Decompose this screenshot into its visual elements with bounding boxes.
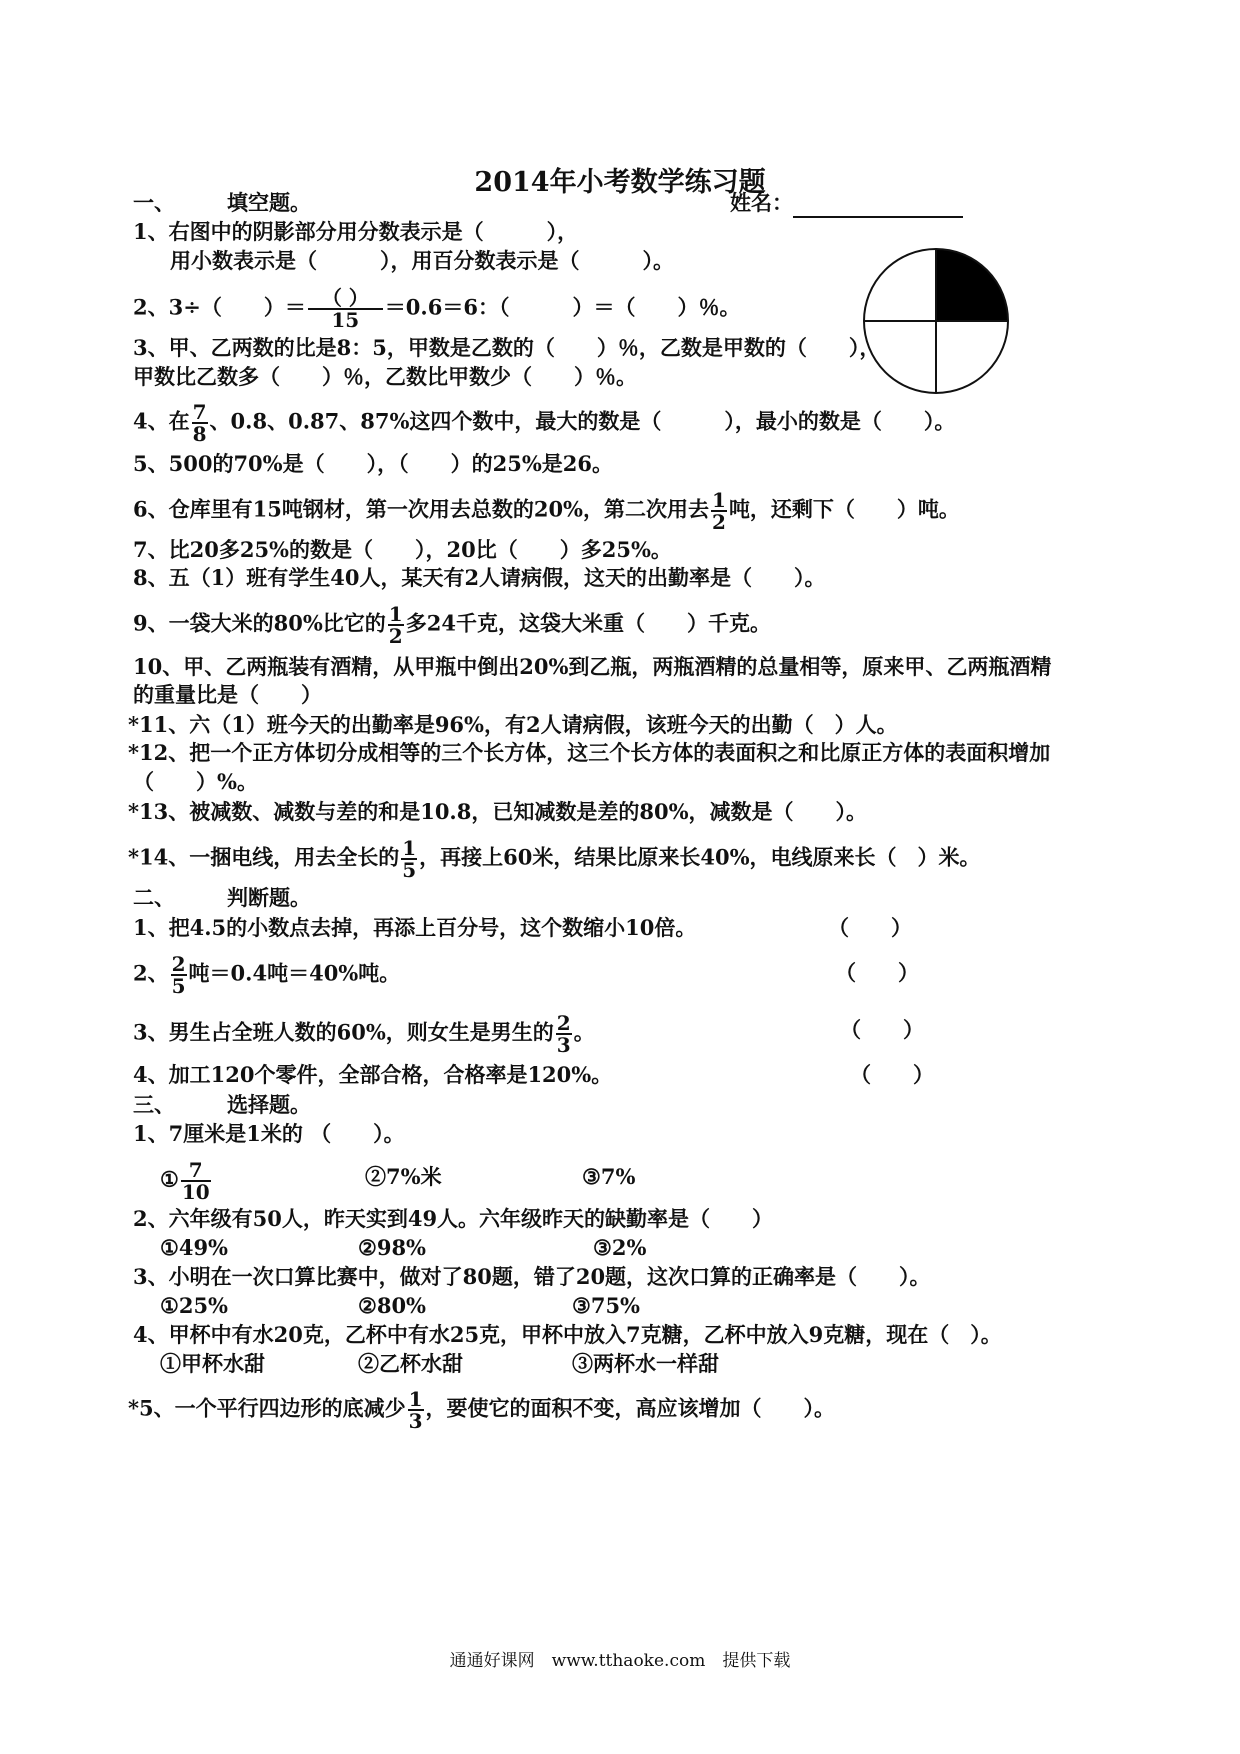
- section-1-number: 一、: [133, 190, 175, 215]
- j4-answer-paren[interactable]: （ ）: [850, 1062, 934, 1087]
- j2-text-post: 吨＝0.4吨＝40%吨。: [188, 960, 401, 986]
- q10-line-a: 10、甲、乙两瓶装有酒精，从甲瓶中倒出20%到乙瓶，两瓶酒精的总量相等，原来甲、乙两瓶酒精: [133, 654, 1052, 679]
- section-2-heading: [133, 883, 311, 913]
- c3-option-1[interactable]: ①25%: [160, 1293, 229, 1318]
- section-1-title: 填空题。: [227, 190, 311, 215]
- c3-option-3[interactable]: ③75%: [572, 1293, 641, 1318]
- q6-denominator: 2: [712, 510, 726, 534]
- q14-text-pre: *14、一捆电线，用去全长的: [128, 844, 400, 870]
- c3-question: 3、小明在一次口算比赛中，做对了80题，错了20题，这次口算的正确率是（ ）。: [133, 1264, 931, 1289]
- q9-numerator: 1: [388, 602, 403, 626]
- q6-numerator: 1: [712, 488, 726, 512]
- q4: [133, 402, 955, 444]
- c1-option-1-denominator: 10: [181, 1180, 210, 1204]
- c5-text-post: ，要使它的面积不变，高应该增加（ ）。: [425, 1395, 836, 1421]
- c1-option-2[interactable]: ②7%米: [365, 1164, 442, 1189]
- q7: 7、比20多25%的数是（ ），20比（ ）多25%。: [133, 537, 672, 562]
- q14-denominator: 5: [402, 858, 417, 882]
- q4-denominator: 8: [192, 422, 207, 446]
- j2-text-pre: 2、: [133, 960, 169, 986]
- q2-denominator: 15: [308, 308, 383, 330]
- q1-line-b: 用小数表示是（ ），用百分数表示是（ ）。: [170, 248, 674, 273]
- j3-answer-paren[interactable]: （ ）: [840, 1017, 924, 1042]
- c1-option-1-numerator: 7: [188, 1158, 203, 1182]
- c1-option-3[interactable]: ③7%: [582, 1164, 636, 1189]
- q13: *13、被减数、减数与差的和是10.8，已知减数是差的80%，减数是（ ）。: [128, 799, 868, 824]
- q4-fraction: [192, 402, 208, 444]
- c2-option-2[interactable]: ②98%: [358, 1235, 427, 1260]
- q6-fraction: [711, 490, 727, 532]
- j2-answer-paren[interactable]: （ ）: [835, 960, 919, 985]
- section-3-heading: [133, 1090, 311, 1120]
- c1-option-1-marker: ①: [160, 1166, 179, 1192]
- q3-line-b: 甲数比乙数多（ ）％，乙数比甲数少（ ）％。: [133, 364, 637, 389]
- j2-numerator: 2: [171, 952, 186, 976]
- q9-text-post: 多24千克，这袋大米重（ ）千克。: [405, 610, 771, 636]
- j3-numerator: 2: [556, 1011, 571, 1035]
- section-3-title: 选择题。: [227, 1092, 311, 1117]
- j3-text-post: 。: [573, 1019, 595, 1045]
- q3-line-a: 3、甲、乙两数的比是8：5，甲数是乙数的（ ）％，乙数是甲数的（ ），: [133, 335, 881, 360]
- name-label: 姓名：: [730, 190, 793, 215]
- c4-option-3[interactable]: ③两杯水一样甜: [572, 1351, 719, 1376]
- c2-option-3[interactable]: ③2%: [593, 1235, 647, 1260]
- c4-option-1[interactable]: ①甲杯水甜: [160, 1351, 265, 1376]
- q9: [133, 604, 771, 646]
- j2: [133, 954, 400, 996]
- q2-fraction: [308, 288, 383, 330]
- c5-denominator: 3: [408, 1409, 423, 1433]
- section-1-heading: [133, 188, 311, 218]
- c3-option-2[interactable]: ②80%: [358, 1293, 427, 1318]
- q4-numerator: 7: [192, 400, 207, 424]
- q14-text-post: ，再接上60米，结果比原来长40%，电线原来长（ ）米。: [419, 844, 981, 870]
- q6-text-post: 吨，还剩下（ ）吨。: [728, 496, 960, 522]
- q9-fraction: [388, 604, 404, 646]
- q1-line-a: 1、右图中的阴影部分用分数表示是（ ），: [133, 219, 579, 244]
- c5: [128, 1389, 835, 1431]
- c2-option-1[interactable]: ①49%: [160, 1235, 229, 1260]
- j2-denominator: 5: [171, 974, 186, 998]
- circle-figure: [860, 248, 1012, 394]
- section-3-number: 三、: [133, 1092, 175, 1117]
- q14: [128, 838, 981, 880]
- c1-option-1[interactable]: [160, 1160, 213, 1202]
- q10-line-b: 的重量比是（ ）: [133, 682, 322, 707]
- j1-answer-paren[interactable]: （ ）: [828, 915, 912, 940]
- c1-option-1-fraction: [181, 1160, 211, 1202]
- q2-text-pre: 2、3÷（ ）＝: [133, 294, 306, 320]
- name-field: [730, 188, 963, 218]
- c5-fraction: [408, 1389, 424, 1431]
- q11: *11、六（1）班今天的出勤率是96%，有2人请病假，该班今天的出勤（ ）人。: [128, 712, 898, 737]
- j3: [133, 1013, 595, 1055]
- q6: [133, 490, 960, 532]
- c5-text-pre: *5、一个平行四边形的底减少: [128, 1395, 406, 1421]
- q2: [133, 288, 740, 330]
- c4-question: 4、甲杯中有水20克，乙杯中有水25克，甲杯中放入7克糖，乙杯中放入9克糖，现在（ ）。: [133, 1322, 1002, 1347]
- q9-denominator: 2: [388, 624, 403, 648]
- footer-credit: 通通好课网 www.tthaoke.com 提供下载: [449, 1651, 791, 1671]
- j2-fraction: [171, 954, 187, 996]
- c1-question: 1、7厘米是1米的 （ ）。: [133, 1121, 405, 1146]
- q4-text-pre: 4、在: [133, 408, 190, 434]
- c4-option-2[interactable]: ②乙杯水甜: [358, 1351, 463, 1376]
- q6-text-pre: 6、仓库里有15吨钢材，第一次用去总数的20%，第二次用去: [133, 496, 710, 522]
- q9-text-pre: 9、一袋大米的80%比它的: [133, 610, 386, 636]
- q2-text-post: ＝0.6＝6：（ ）＝（ ）％。: [384, 294, 741, 320]
- page-title: 2014年小考数学练习题: [474, 167, 766, 198]
- j3-fraction: [556, 1013, 572, 1055]
- q12-line-a: *12、把一个正方体切分成相等的三个长方体，这三个长方体的表面积之和比原正方体的表面积增加: [128, 740, 1051, 765]
- section-2-title: 判断题。: [227, 885, 311, 910]
- section-2-number: 二、: [133, 885, 175, 910]
- q14-numerator: 1: [402, 836, 417, 860]
- j3-denominator: 3: [556, 1033, 571, 1057]
- q2-numerator: （ ）: [321, 286, 369, 310]
- name-blank: [793, 194, 963, 218]
- c2-question: 2、六年级有50人，昨天实到49人。六年级昨天的缺勤率是（ ）: [133, 1206, 774, 1231]
- c5-numerator: 1: [408, 1387, 423, 1411]
- q12-line-b: （ ）%。: [133, 769, 258, 794]
- q5: 5、500的70%是（ ），（ ）的25%是26。: [133, 451, 614, 476]
- q14-fraction: [401, 838, 417, 880]
- q4-text-post: 、0.8、0.87、87%这四个数中，最大的数是（ ），最小的数是（ ）。: [209, 408, 956, 434]
- j3-text-pre: 3、男生占全班人数的60%，则女生是男生的: [133, 1019, 554, 1045]
- j4-text: 4、加工120个零件，全部合格，合格率是120%。: [133, 1062, 613, 1087]
- q8: 8、五（1）班有学生40人，某天有2人请病假，这天的出勤率是（ ）。: [133, 565, 826, 590]
- j1-text: 1、把4.5的小数点去掉，再添上百分号，这个数缩小10倍。: [133, 915, 697, 940]
